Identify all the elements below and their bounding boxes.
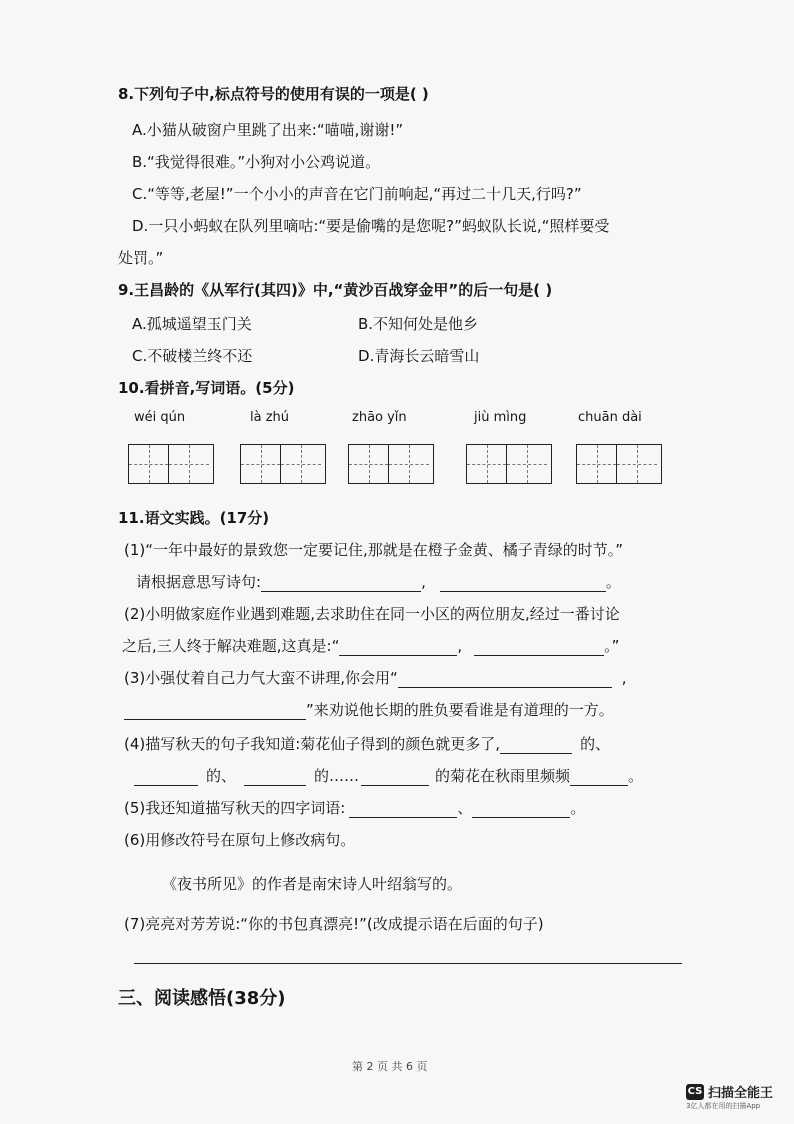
q11-part6-sentence: 《夜书所见》的作者是南宋诗人叶绍翁写的。 <box>162 875 463 893</box>
grid-cell[interactable] <box>467 445 507 483</box>
separator: 、 <box>457 799 473 817</box>
q11-part1: (1)“一年中最好的景致您一定要记住,那就是在橙子金黄、橘子青绿的时节。” <box>124 541 624 559</box>
q11-part4-cont <box>134 766 643 786</box>
camscanner-logo <box>686 1082 773 1101</box>
answer-blank[interactable] <box>398 673 612 688</box>
camscanner-name: 扫描全能王 <box>708 1086 774 1101</box>
camscanner-tagline: 3亿人都在用的扫描App <box>686 1102 761 1110</box>
q11-part2-prompt: 之后,三人终于解决难题,这真是:“ <box>122 637 340 655</box>
separator: , <box>421 573 426 591</box>
writing-grid-1[interactable] <box>128 444 214 484</box>
q11-stem: 11.语文实践。(17分) <box>118 509 270 527</box>
terminator: 。 <box>628 767 644 785</box>
answer-blank[interactable] <box>261 577 421 592</box>
grid-cell[interactable] <box>169 445 209 483</box>
q11-part5-prompt: (5)我还知道描写秋天的四字词语: <box>124 799 346 817</box>
q11-part3-cont <box>124 700 614 720</box>
q8-option-c: C.“等等,老屋!”一个小小的声音在它门前响起,“再过二十几天,行吗?” <box>132 185 582 203</box>
q9-option-d: D.青海长云暗雪山 <box>358 347 480 365</box>
separator: , <box>621 669 627 687</box>
terminator: 。” <box>604 637 620 655</box>
q10-stem: 10.看拼音,写词语。(5分) <box>118 379 295 397</box>
q11-part4-prompt: (4)描写秋天的句子我知道:菊花仙子得到的颜色就更多了, <box>124 735 501 753</box>
q9-option-a: A.孤城遥望玉门关 <box>132 315 252 333</box>
separator: , <box>457 637 463 655</box>
terminator: 。 <box>570 799 586 817</box>
q8-stem: 8.下列句子中,标点符号的使用有误的一项是( ) <box>118 85 429 103</box>
q11-part1-prompt: 请根据意思写诗句: <box>136 573 262 591</box>
q11-part3-text: ”来劝说他长期的胜负要看谁是有道理的一方。 <box>306 701 614 719</box>
q9-stem: 9.王昌龄的《从军行(其四)》中,“黄沙百战穿金甲”的后一句是( ) <box>118 281 553 299</box>
q9-option-c: C.不破楼兰终不还 <box>132 347 253 365</box>
q11-part3-prompt: (3)小强仗着自己力气大蛮不讲理,你会用“ <box>124 669 398 687</box>
answer-blank[interactable] <box>339 641 457 656</box>
q8-option-a: A.小猫从破窗户里跳了出来:“喵喵,谢谢!” <box>132 121 404 139</box>
q8-option-d: D.一只小蚂蚁在队列里嘀咕:“要是偷嘴的是您呢?”蚂蚁队长说,“照样要受 <box>132 217 610 235</box>
grid-cell[interactable] <box>349 445 389 483</box>
pinyin-5: chuān dài <box>578 410 642 425</box>
answer-blank[interactable] <box>440 577 606 592</box>
grid-cell[interactable] <box>507 445 547 483</box>
q11-part3 <box>124 668 627 688</box>
q11-part4-suffix: 的、 <box>580 735 611 753</box>
pinyin-3: zhāo yǐn <box>352 410 407 425</box>
answer-blank[interactable] <box>472 803 570 818</box>
writing-grid-3[interactable] <box>348 444 434 484</box>
terminator: 。 <box>605 573 621 591</box>
q11-part2: (2)小明做家庭作业遇到难题,去求助住在同一小区的两位朋友,经过一番讨论 <box>124 605 620 623</box>
q11-part2-answer-line <box>122 636 619 656</box>
q11-part7-answer-line[interactable] <box>134 963 682 964</box>
writing-grid-4[interactable] <box>466 444 552 484</box>
q11-part6: (6)用修改符号在原句上修改病句。 <box>124 831 356 849</box>
answer-blank[interactable] <box>474 641 604 656</box>
writing-grid-2[interactable] <box>240 444 326 484</box>
answer-blank[interactable] <box>124 705 306 720</box>
camscanner-badge-icon: CS <box>686 1084 704 1100</box>
section-3-heading: 三、阅读感悟(38分) <box>118 988 286 1009</box>
q11-part4-text: 的…… <box>314 767 360 785</box>
q9-option-b: B.不知何处是他乡 <box>358 315 479 333</box>
answer-blank[interactable] <box>134 771 198 786</box>
pinyin-4: jiù mìng <box>474 410 527 425</box>
grid-cell[interactable] <box>617 445 657 483</box>
answer-blank[interactable] <box>570 771 628 786</box>
q11-part4 <box>124 734 610 754</box>
answer-blank[interactable] <box>500 739 572 754</box>
q11-part5 <box>124 798 585 818</box>
answer-blank[interactable] <box>244 771 306 786</box>
pinyin-1: wéi qún <box>134 410 186 425</box>
q11-part7: (7)亮亮对芳芳说:“你的书包真漂亮!”(改成提示语在后面的句子) <box>124 915 544 933</box>
q11-part4-text: 的、 <box>206 767 237 785</box>
answer-blank[interactable] <box>349 803 457 818</box>
answer-blank[interactable] <box>361 771 429 786</box>
writing-grid-5[interactable] <box>576 444 662 484</box>
pinyin-2: là zhú <box>250 410 290 425</box>
grid-cell[interactable] <box>129 445 169 483</box>
q11-part1-answer-line <box>136 572 621 592</box>
q11-part4-text: 的菊花在秋雨里频频 <box>435 767 571 785</box>
grid-cell[interactable] <box>281 445 321 483</box>
grid-cell[interactable] <box>241 445 281 483</box>
q8-option-d-cont: 处罚。” <box>118 249 164 267</box>
grid-cell[interactable] <box>389 445 429 483</box>
page-footer: 第 2 页 共 6 页 <box>352 1060 428 1073</box>
grid-cell[interactable] <box>577 445 617 483</box>
q8-option-b: B.“我觉得很难。”小狗对小公鸡说道。 <box>132 153 381 171</box>
